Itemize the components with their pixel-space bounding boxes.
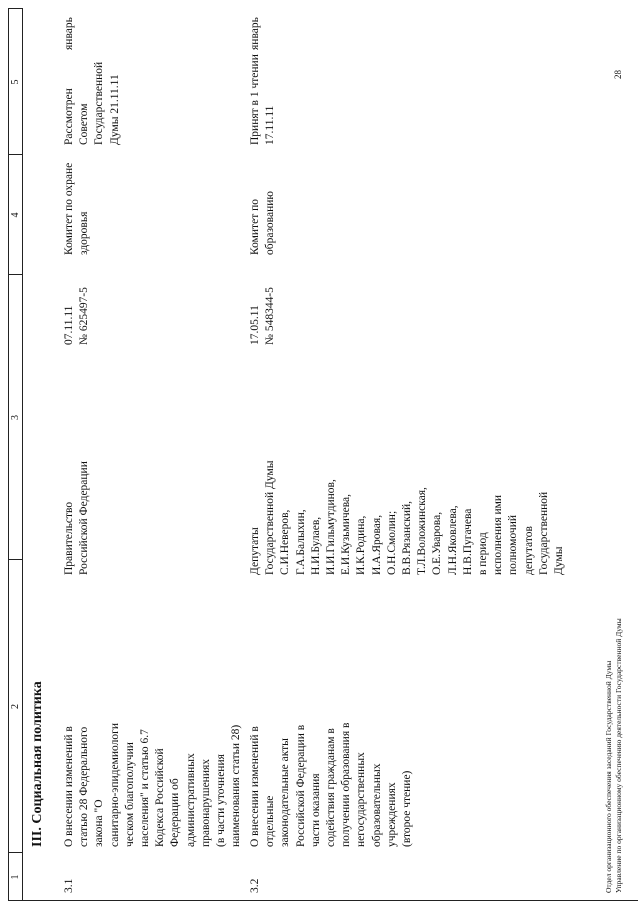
row-number: 3.1 [63, 878, 75, 893]
bill-month: январь [63, 17, 75, 50]
page-number: 28 [613, 70, 623, 79]
bill-title: О внесении изменений в статью 28 Федерального закона "О санитарно-эпидемиологи ческом благополучии населения" и статью 6.7 Кодекса Российской Федерации об административных правонарушениях (в части уточнения наименования статьи 28) [63, 722, 243, 847]
bill-month: январь [249, 17, 261, 50]
bill-status: Принят в 1 чтении 17.11.11 [249, 54, 277, 145]
bill-title: О внесении изменений в отдельные законодательные акты Российской Федерации в части оказания содействия гражданам в получении образования в негосударственных образовательных учреждениях (второе чтение) [249, 722, 414, 847]
column-number: 2 [10, 704, 21, 709]
bill-status: Рассмотрен Советом Государственной Думы 21.11.11 [63, 61, 121, 145]
bill-author: Депутаты Государственной Думы С.И.Неверов, Г.А.Балыхин, Н.И.Булаев, И.И.Гильмутдинов, Е.И.Кузьмичева, И.К.Родина, И.А.Яровая, О.Н.Смолин; В.В.Рязанский, Т.Л.Воложинская, О.Е.Уварова, Л.Н.Яковлева, Н.В.Пугачева в период исполнения ими полномочий депутатов Государственной Думы [249, 460, 566, 575]
row-number: 3.2 [249, 878, 261, 893]
column-number: 5 [10, 79, 21, 85]
header-bottom-rule [22, 8, 23, 901]
bill-registration: 17.05.11 № 548344-5 [249, 287, 277, 345]
bill-author: Правительство Российской Федерации [63, 461, 91, 575]
bill-committee: Комитет по образованию [249, 191, 277, 255]
bill-committee: Комитет по охране здоровья [63, 162, 91, 255]
footer-department: Отдел организационного обеспечения заседаний Государственной Думы [604, 660, 613, 893]
column-number: 4 [10, 212, 21, 218]
column-number: 1 [10, 874, 21, 880]
footer-directorate: Управление по организационному обеспечению деятельности Государственной Думы [614, 618, 623, 893]
table-left-rule [8, 900, 638, 901]
bill-registration: 07.11.11 № 625497-5 [63, 287, 91, 345]
section-title: III. Социальная политика [30, 681, 45, 847]
column-number: 3 [10, 415, 21, 420]
